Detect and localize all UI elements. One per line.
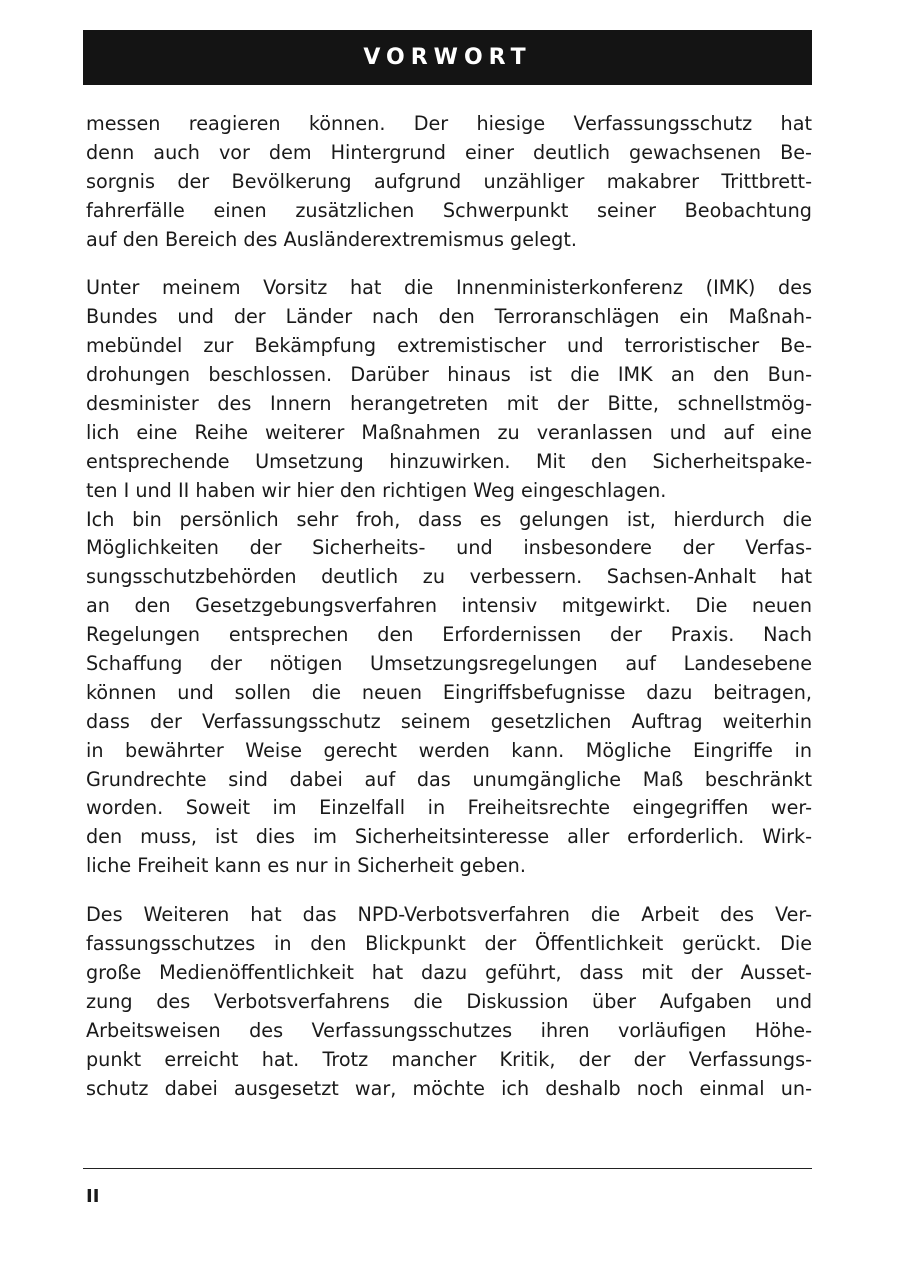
paragraph-2 (86, 274, 812, 881)
text-line: dass der Verfassungsschutz seinem gesetzlichen Auftrag weiterhin (86, 709, 812, 733)
text-line: Schaffung der nötigen Umsetzungsregelungen auf Landesebene (86, 652, 812, 676)
text-line: drohungen beschlossen. Darüber hinaus ist die IMK an den Bun- (86, 363, 812, 387)
text-line: in bewährter Weise gerecht werden kann. Mögliche Eingriffe in (86, 738, 812, 762)
text-line: Unter meinem Vorsitz hat die Innenministerkonferenz (IMK) des (86, 276, 812, 300)
text-line: Ich bin persönlich sehr froh, dass es gelungen ist, hierdurch die (86, 507, 812, 531)
text-line: Bundes und der Länder nach den Terroranschlägen ein Maßnah- (86, 305, 812, 329)
header-bar (83, 30, 812, 85)
text-line: sorgnis der Bevölkerung aufgrund unzähliger makabrer Trittbrett- (86, 169, 812, 193)
page-number: II (86, 1186, 100, 1207)
footer-rule (83, 1168, 812, 1169)
body-text (86, 110, 812, 1103)
text-line: zung des Verbotsverfahrens die Diskussion über Aufgaben und (86, 989, 812, 1013)
paragraph-gap (86, 254, 812, 274)
text-line: fahrerfälle einen zusätzlichen Schwerpunkt seiner Beobachtung (86, 198, 812, 222)
text-line: den muss, ist dies im Sicherheitsinteresse aller erforderlich. Wirk- (86, 825, 812, 849)
text-line: fassungsschutzes in den Blickpunkt der Öffentlichkeit gerückt. Die (86, 932, 812, 956)
text-line: punkt erreicht hat. Trotz mancher Kritik, der der Verfassungs- (86, 1047, 812, 1071)
text-line: ten I und II haben wir hier den richtigen Weg eingeschlagen. (86, 478, 667, 502)
text-line: Des Weiteren hat das NPD-Verbotsverfahren die Arbeit des Ver- (86, 903, 812, 927)
text-line: können und sollen die neuen Eingriffsbefugnisse dazu beitragen, (86, 680, 812, 704)
text-line: lich eine Reihe weiterer Maßnahmen zu veranlassen und auf eine (86, 420, 812, 444)
text-line: Grundrechte sind dabei auf das unumgängliche Maß beschränkt (86, 767, 812, 791)
text-line: an den Gesetzgebungsverfahren intensiv mitgewirkt. Die neuen (86, 594, 812, 618)
text-line: große Medienöffentlichkeit hat dazu geführt, dass mit der Ausset- (86, 960, 812, 984)
text-line: sungsschutzbehörden deutlich zu verbessern. Sachsen-Anhalt hat (86, 565, 812, 589)
text-line: messen reagieren können. Der hiesige Verfassungsschutz hat (86, 112, 812, 135)
text-line: entsprechende Umsetzung hinzuwirken. Mit den Sicherheitspake- (86, 449, 812, 473)
text-line: Regelungen entsprechen den Erfordernissen der Praxis. Nach (86, 623, 812, 647)
paragraph-3 (86, 901, 812, 1103)
text-line: Möglichkeiten der Sicherheits- und insbesondere der Verfas- (86, 536, 812, 560)
text-line: desminister des Innern herangetreten mit der Bitte, schnellstmög- (86, 392, 812, 416)
paragraph-gap (86, 881, 812, 901)
text-line: Arbeitsweisen des Verfassungsschutzes ihren vorläufigen Höhe- (86, 1018, 812, 1042)
text-line: mebündel zur Bekämpfung extremistischer und terroristischer Be- (86, 334, 812, 358)
paragraph-1 (86, 110, 812, 254)
page-title: VORWORT (363, 45, 532, 70)
text-line: schutz dabei ausgesetzt war, möchte ich deshalb noch einmal un- (86, 1076, 812, 1100)
text-line: auf den Bereich des Ausländerextremismus gelegt. (86, 227, 577, 251)
text-line: denn auch vor dem Hintergrund einer deutlich gewachsenen Be- (86, 140, 812, 164)
text-line: liche Freiheit kann es nur in Sicherheit geben. (86, 854, 526, 878)
text-line: worden. Soweit im Einzelfall in Freiheitsrechte eingegriffen wer- (86, 796, 812, 820)
